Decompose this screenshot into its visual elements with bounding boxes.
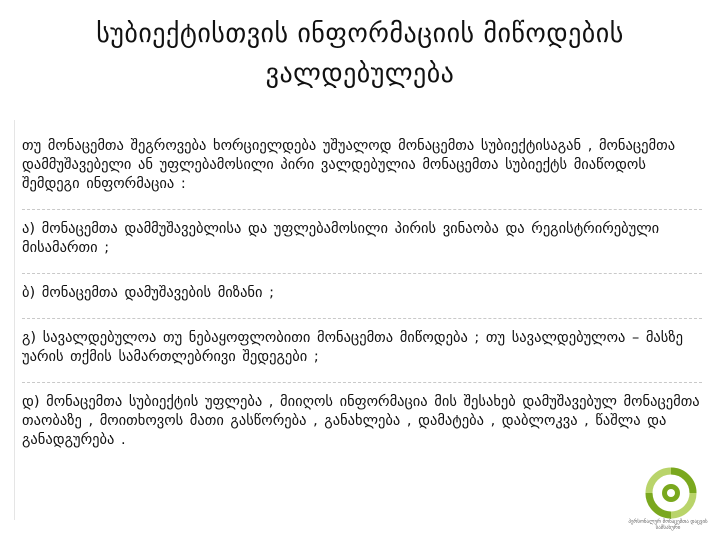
list-item-g: გ) სავალდებულოა თუ ნებაყოფლობითი მონაცემთა მიწოდება ; თუ სავალდებულოა – მასზე უარის თქმის სამართლებრივი შედეგები ; [22,330,683,365]
separator [22,382,702,383]
slide-title: სუბიექტისთვის ინფორმაციის მიწოდების ვალდებულება [96,19,624,89]
slide-body [22,137,702,450]
sidebar-line [14,120,15,520]
list-item-d: დ) მონაცემთა სუბიექტის უფლება , მიიღოს ინფორმაცია მის შესახებ დამუშავებულ მონაცემთა თაობაზე , მოითხოვოს მათი გასწორება , განახლება , დამატება , დაბლოკვა , წაშლა და განადგურება . [22,394,700,448]
list-item-b: ბ) მონაცემთა დამუშავების მიზანი ; [22,285,275,301]
separator [22,318,702,319]
list-item-a: ა) მონაცემთა დამმუშავებლისა და უფლებამოსილი პირის ვინაობა და რეგისტრირებული მისამართი ; [22,221,660,256]
separator [22,273,702,274]
intro-paragraph: თუ მონაცემთა შეგროვება ხორციელდება უშუალოდ მონაცემთა სუბიექტისაგან , მონაცემთა დამმუშავებელი ან უფლებამოსილი პირი ვალდებულია მონაცემთა სუბიექტს მიაწოდოს შემდეგი ინფორმაცია : [22,138,676,192]
logo-caption: პერსონალურ მონაცემთა დაცვის სამსახური [628,519,708,531]
separator [22,209,702,210]
